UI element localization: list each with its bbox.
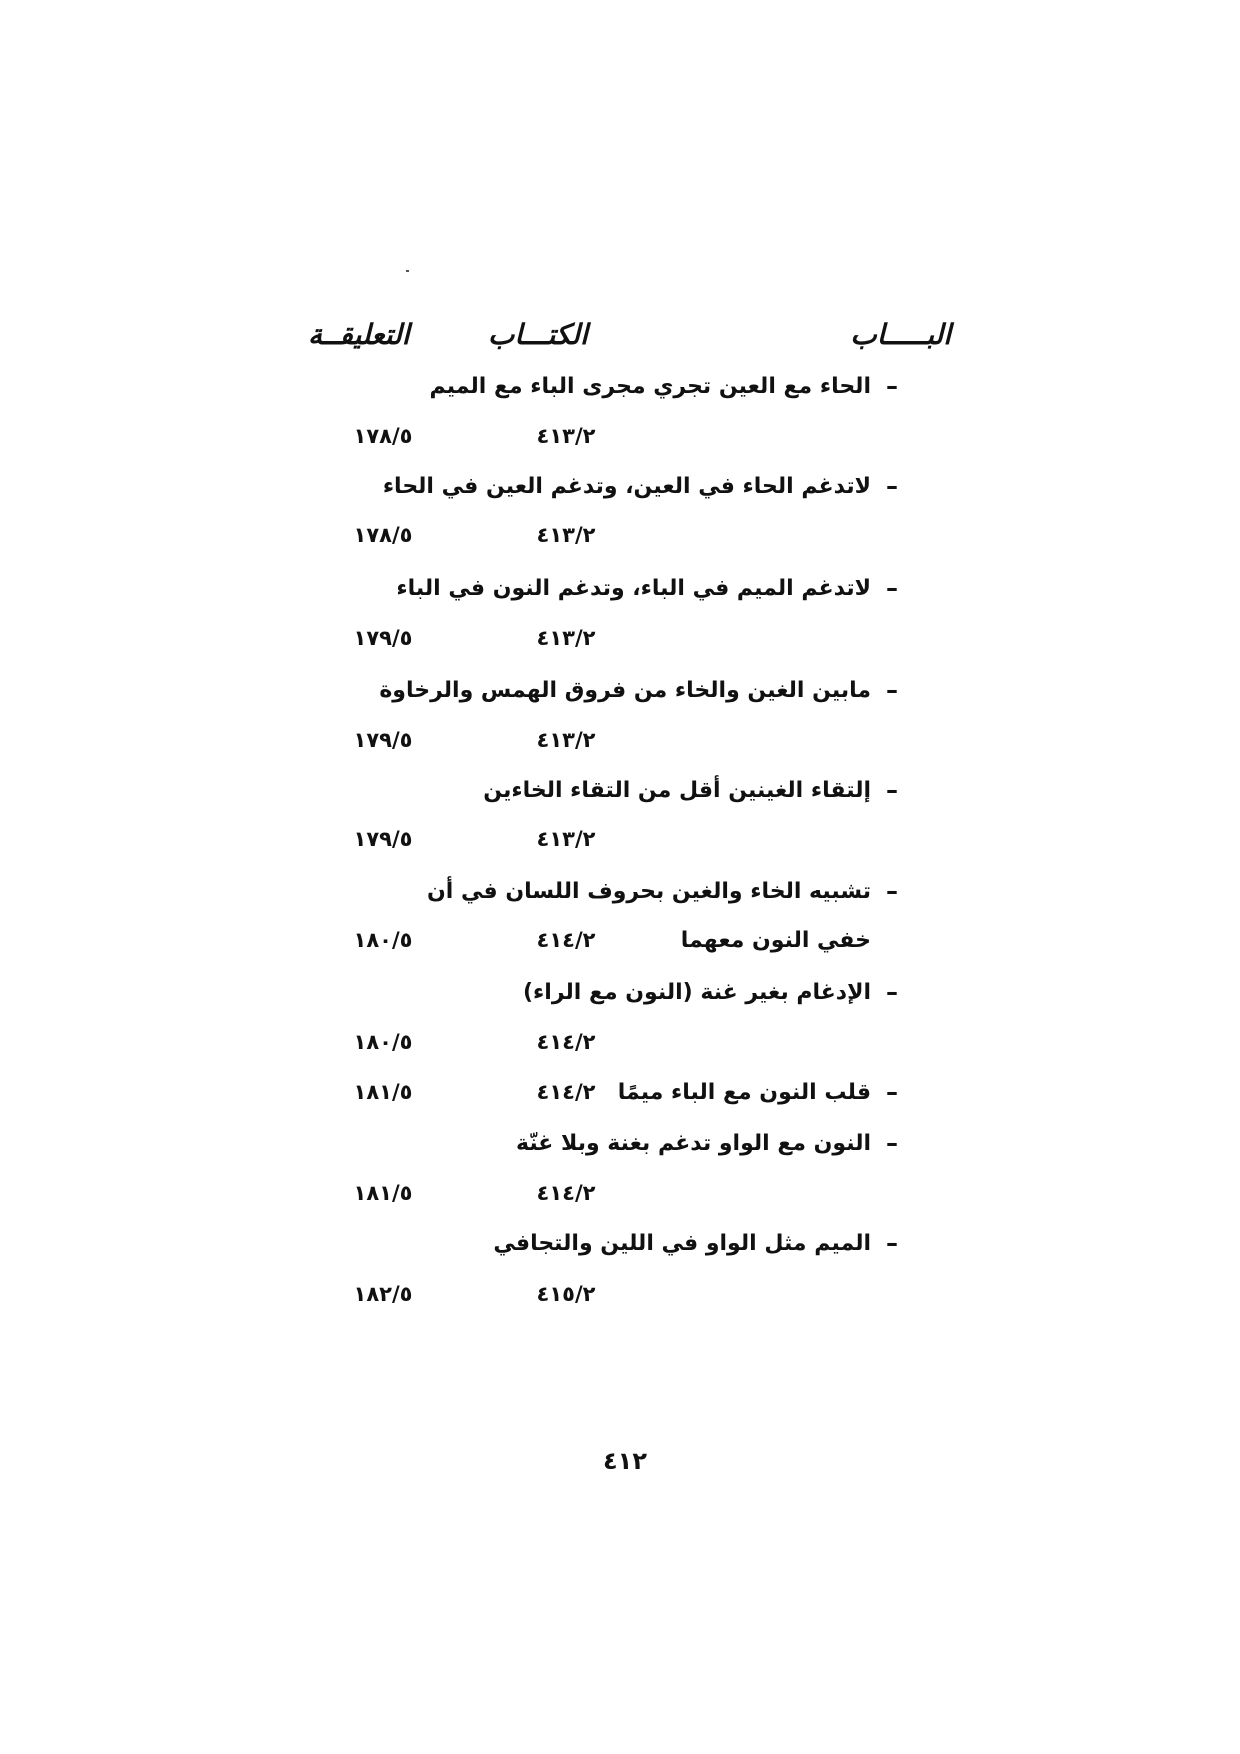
entry-taliqa-ref: ١٨٠/٥ [353, 1030, 413, 1054]
entry-taliqa-ref: ١٨١/٥ [353, 1181, 413, 1205]
entry-taliqa-ref: ١٧٩/٥ [353, 827, 413, 851]
entry-kitab-ref: ٤١٣/٢ [536, 827, 596, 851]
entry-taliqa-ref: ١٨٠/٥ [353, 928, 413, 952]
header-taliqa: التعليقــة [308, 318, 410, 351]
entry-kitab-ref: ٤١٣/٢ [536, 728, 596, 752]
entry-taliqa-ref: ١٧٨/٥ [353, 523, 413, 547]
entry-title: النون مع الواو تدغم بغنة وبلا غنّة [515, 1131, 871, 1156]
entry-title: لاتدغم الحاء في العين، وتدغم العين في الحاء [382, 474, 871, 499]
entry-dash: – [886, 372, 898, 400]
entry-kitab-ref: ٤١٤/٢ [536, 1080, 596, 1104]
entry-kitab-ref: ٤١٤/٢ [536, 928, 596, 952]
entry-kitab-ref: ٤١٣/٢ [536, 424, 596, 448]
entry-kitab-ref: ٤١٤/٢ [536, 1030, 596, 1054]
entry-dash: – [886, 472, 898, 500]
entry-title: إلتقاء الغينين أقل من التقاء الخاءين [483, 778, 871, 803]
entry-kitab-ref: ٤١٣/٢ [536, 626, 596, 650]
entry-dash: – [886, 877, 898, 905]
entry-dash: – [886, 776, 898, 804]
entry-dash: – [886, 574, 898, 602]
entry-title: لاتدغم الميم في الباء، وتدغم النون في الباء [396, 576, 871, 601]
entry-kitab-ref: ٤١٤/٢ [536, 1181, 596, 1205]
entry-taliqa-ref: ١٧٩/٥ [353, 728, 413, 752]
entry-title: الميم مثل الواو في اللين والتجافي [493, 1231, 871, 1256]
entry-title: الإدغام بغير غنة (النون مع الراء) [522, 980, 871, 1005]
entry-taliqa-ref: ١٧٩/٥ [353, 626, 413, 650]
entry-dash: – [886, 978, 898, 1006]
entry-dash: – [886, 1229, 898, 1257]
entry-dash: – [886, 676, 898, 704]
entry-taliqa-ref: ١٨١/٥ [353, 1080, 413, 1104]
entry-kitab-ref: ٤١٥/٢ [536, 1282, 596, 1306]
entry-title: تشبيه الخاء والغين بحروف اللسان في أن [427, 879, 871, 904]
entry-taliqa-ref: ١٧٨/٥ [353, 424, 413, 448]
entry-title-continuation: خفي النون معهما [680, 928, 871, 953]
entry-taliqa-ref: ١٨٢/٥ [353, 1282, 413, 1306]
entry-kitab-ref: ٤١٣/٢ [536, 523, 596, 547]
header-kitab: الكتـــاب [488, 318, 588, 351]
entry-title: الحاء مع العين تجري مجرى الباء مع الميم [429, 374, 871, 399]
entry-dash: – [886, 1078, 898, 1106]
entry-title: قلب النون مع الباء ميمًا [617, 1080, 871, 1105]
scan-speck [406, 270, 409, 272]
entry-title: مابين الغين والخاء من فروق الهمس والرخاوة [379, 678, 871, 703]
page-number: ٤١٢ [603, 1447, 647, 1475]
header-bab: البـــــاب [850, 318, 951, 351]
entry-dash: – [886, 1129, 898, 1157]
